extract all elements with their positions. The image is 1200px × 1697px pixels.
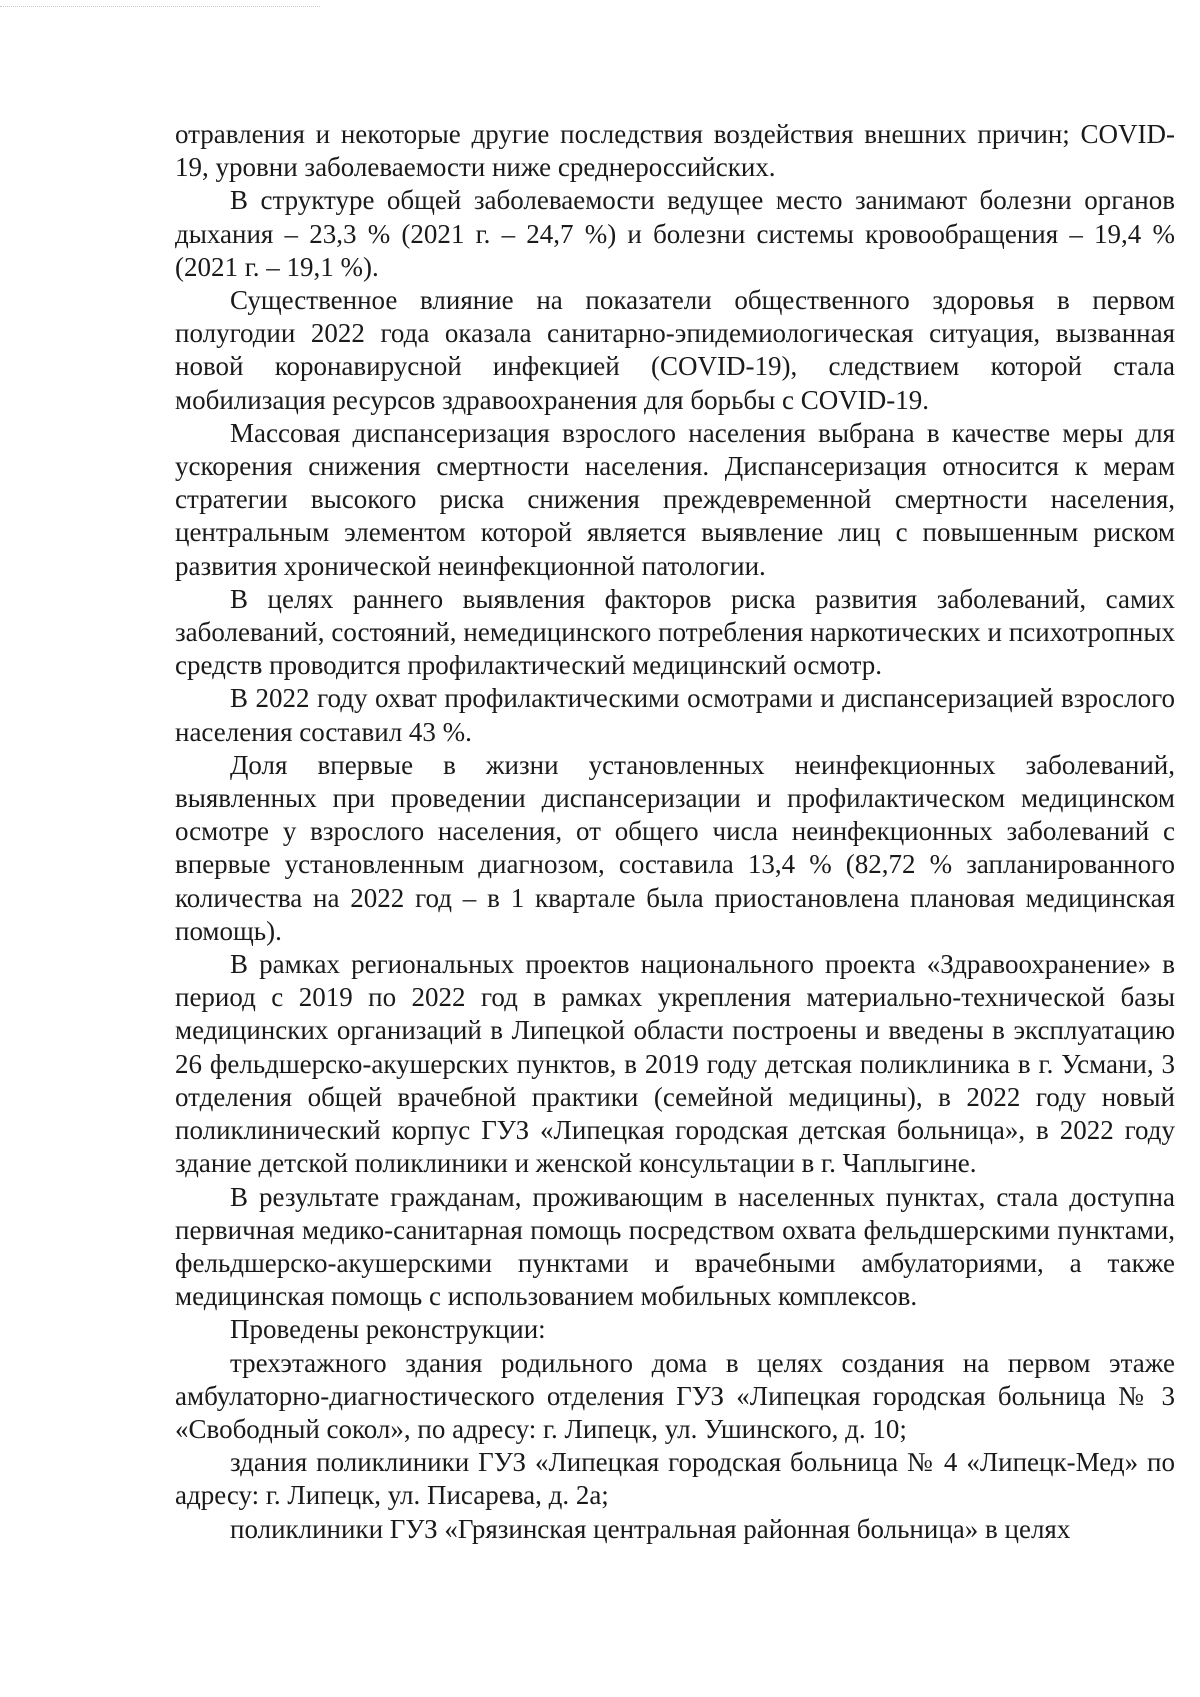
paragraph-coverage-2022: В 2022 году охват профилактическими осмотрами и диспансеризацией взрослого населения составил 43 %. <box>175 683 1175 747</box>
document-body <box>175 118 1175 1546</box>
paragraph-morbidity-structure: В структуре общей заболеваемости ведущее место занимают болезни органов дыхания – 23,3 % (2021 г. – 24,7 %) и болезни системы кровообращения – 19,4 % (2021 г. – 19,1 %). <box>175 185 1175 282</box>
paragraph-first-diagnosed-share: Доля впервые в жизни установленных неинфекционных заболеваний, выявленных при проведении диспансеризации и профилактическом медицинском осмотре у взрослого населения, от общего числа неинфекционных заболеваний с впервые установленным диагнозом, составила 13,4 % (82,72 % запланированного количества на 2022 год – в 1 квартале была приостановлена плановая медицинская помощь). <box>175 749 1175 946</box>
paragraph-regional-projects: В рамках региональных проектов национального проекта «Здравоохранение» в период с 2019 по 2022 год в рамках укрепления материально-технической базы медицинских организаций в Липецкой области построены и введены в эксплуатацию 26 фельдшерско-акушерских пунктов, в 2019 году детская поликлиника в г. Усмани, 3 отделения общей врачебной практики (семейной медицины), в 2022 году новый поликлинический корпус ГУЗ «Липецкая городская детская больница», в 2022 году здание детской поликлиники и женской консультации в г. Чаплыгине. <box>175 949 1175 1179</box>
paragraph-covid-impact: Существенное влияние на показатели общественного здоровья в первом полугодии 2022 года оказала санитарно-эпидемиологическая ситуация, вызванная новой коронавирусной инфекцией (COVID-19), следствием которой стала мобилизация ресурсов здравоохранения для борьбы с COVID-19. <box>175 285 1175 415</box>
scan-artifact-line <box>0 6 320 7</box>
paragraph-reconstructions-heading: Проведены реконструкции: <box>230 1314 546 1345</box>
paragraph-early-detection: В целях раннего выявления факторов риска развития заболеваний, самих заболеваний, состояний, немедицинского потребления наркотических и психотропных средств проводится профилактический медицинский осмотр. <box>175 583 1175 681</box>
paragraph-gryazi-polyclinic: поликлиники ГУЗ «Грязинская центральная районная больница» в целях <box>230 1513 1071 1544</box>
paragraph-polyclinic-lipetsk-med: здания поликлиники ГУЗ «Липецкая городская больница № 4 «Липецк-Мед» по адресу: г. Липецк, ул. Писарева, д. 2а; <box>175 1447 1175 1511</box>
paragraph-maternity-building: трехэтажного здания родильного дома в целях создания на первом этаже амбулаторно-диагностического отделения ГУЗ «Липецкая городская больница № 3 «Свободный сокол», по адресу: г. Липецк, ул. Ушинского, д. 10; <box>175 1347 1175 1444</box>
paragraph-availability-result: В результате гражданам, проживающим в населенных пунктах, стала доступна первичная медико-санитарная помощь посредством охвата фельдшерскими пунктами, фельдшерско-акушерскими пунктами и врачебными амбулаториями, а также медицинская помощь с использованием мобильных комплексов. <box>175 1181 1175 1312</box>
paragraph-continuation: отравления и некоторые другие последствия воздействия внешних причин; COVID-19, уровни заболеваемости ниже среднероссийских. <box>175 119 1175 183</box>
paragraph-mass-screening: Массовая диспансеризация взрослого населения выбрана в качестве меры для ускорения снижения смертности населения. Диспансеризация относится к мерам стратегии высокого риска снижения преждевременной смертности населения, центральным элементом которой является выявление лиц с повышенным риском развития хронической неинфекционной патологии. <box>175 417 1175 581</box>
